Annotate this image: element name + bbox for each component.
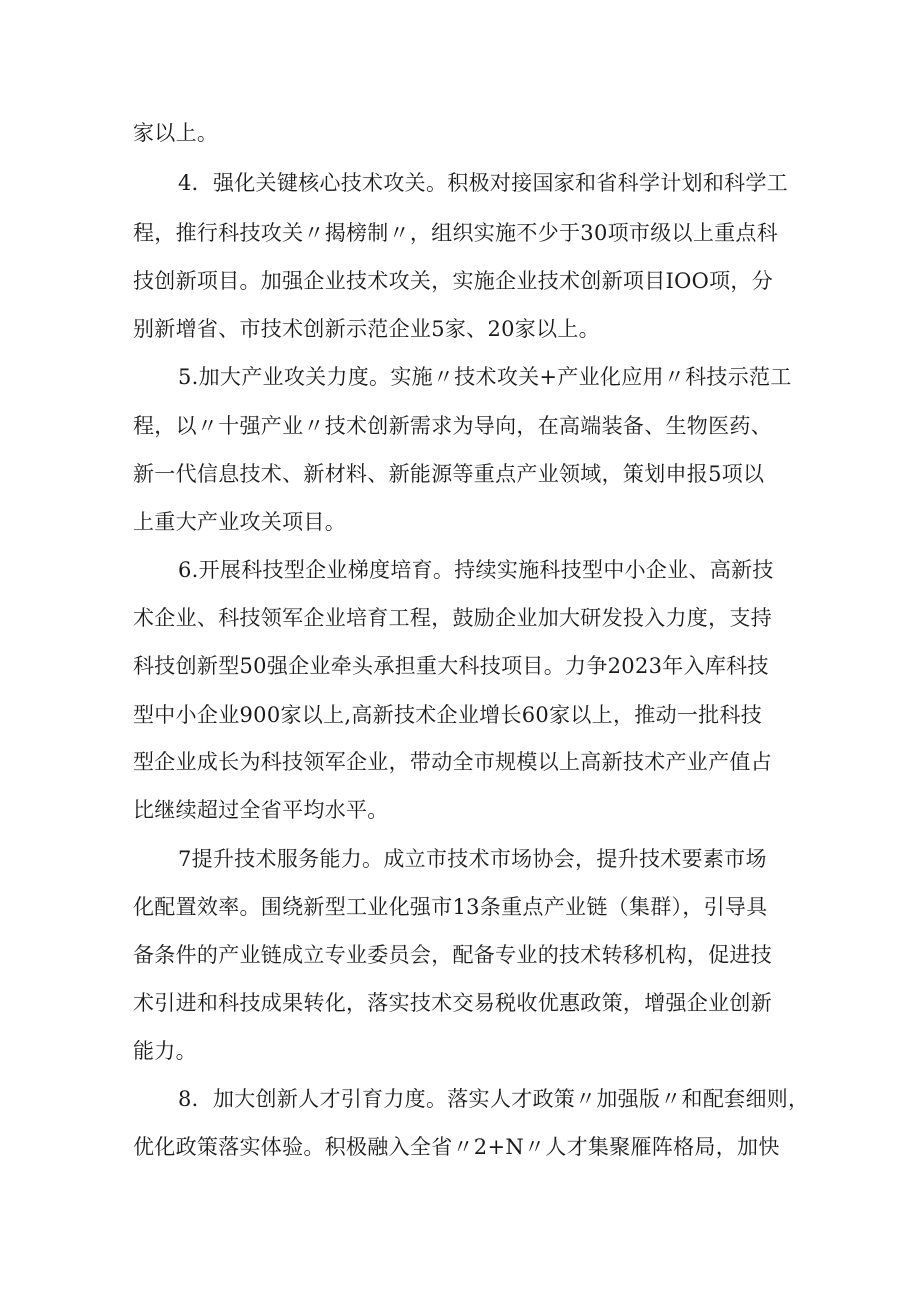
paragraph-7-line: 备条件的产业链成立专业委员会，配备专业的技术转移机构，促进技	[133, 943, 772, 967]
paragraph-5-line: 新一代信息技术、新材料、新能源等重点产业领域，策划申报5项以	[133, 462, 765, 486]
paragraph-6-line: 比继续超过全省平均水平。	[133, 798, 389, 822]
paragraph-5-line: 5.加大产业攻关力度。实施〃技术攻关+产业化应用〃科技示范工	[178, 365, 792, 389]
text-line: 家以上。	[133, 121, 219, 145]
paragraph-7-line: 7提升技术服务能力。成立市技术市场协会，提升技术要素市场	[178, 847, 767, 871]
paragraph-6-line: 科技创新型50强企业牵头承担重大科技项目。力争2023年入库科技	[133, 654, 769, 678]
paragraph-7-line: 术引进和科技成果转化，落实技术交易税收优惠政策，增强企业创新	[133, 991, 772, 1015]
paragraph-4-line: 技创新项目。加强企业技术攻关，实施企业技术创新项目IOO项，分	[133, 269, 774, 293]
paragraph-7-line: 化配置效率。围绕新型工业化强市13条重点产业链（集群），引导具	[133, 895, 768, 919]
paragraph-8-line: 优化政策落实体验。积极融入全省〃2+N〃人才集聚雁阵格局，加快	[133, 1135, 780, 1159]
paragraph-4-line: 别新增省、市技术创新示范企业5家、20家以上。	[133, 317, 600, 341]
paragraph-4-line: 程，推行科技攻关〃揭榜制〃，组织实施不少于30项市级以上重点科	[133, 221, 779, 245]
paragraph-6-line: 6.开展科技型企业梯度培育。持续实施科技型中小企业、高新技	[178, 558, 774, 582]
paragraph-8-line: 8．加大创新人才引育力度。落实人才政策〃加强版〃和配套细则，	[178, 1087, 810, 1111]
paragraph-7-line: 能力。	[133, 1039, 197, 1063]
paragraph-4-line: 4．强化关键核心技术攻关。积极对接国家和省科学计划和科学工	[178, 171, 789, 195]
paragraph-6-line: 型中小企业900家以上,高新技术企业增长60家以上，推动一批科技	[133, 703, 763, 727]
paragraph-6-line: 术企业、科技领军企业培育工程，鼓励企业加大研发投入力度，支持	[133, 606, 772, 630]
paragraph-5-line: 程，以〃十强产业〃技术创新需求为导向，在高端装备、生物医药、	[133, 414, 772, 438]
paragraph-6-line: 型企业成长为科技领军企业，带动全市规模以上高新技术产业产值占	[133, 750, 772, 774]
paragraph-5-line: 上重大产业攻关项目。	[133, 510, 346, 534]
